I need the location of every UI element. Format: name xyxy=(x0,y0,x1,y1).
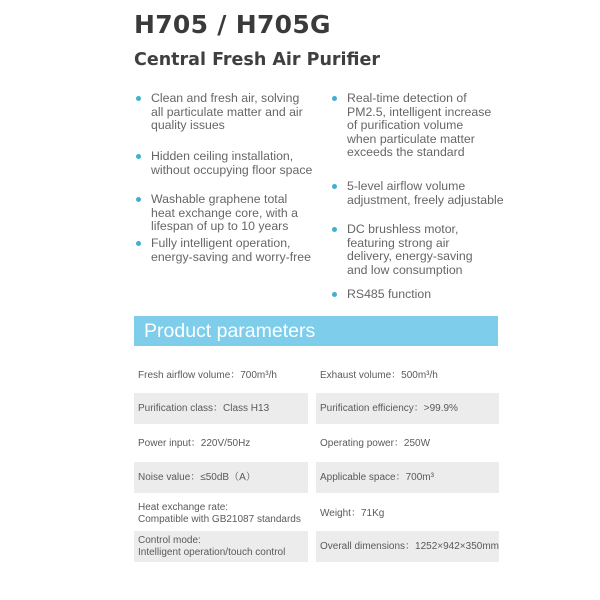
param-text: Power input：220V/50Hz xyxy=(138,437,251,449)
param-cell-left xyxy=(134,531,308,562)
param-text: Operating power：250W xyxy=(320,437,431,449)
param-text: Heat exchange rate: xyxy=(138,502,229,513)
param-cell-right xyxy=(316,360,499,391)
feature-text-line: PM2.5, intelligent increase xyxy=(347,104,492,119)
feature-text-line: of purification volume xyxy=(347,118,464,133)
param-cell-right xyxy=(316,393,499,424)
feature-text-line: without occupying floor space xyxy=(151,162,313,177)
param-cell-right xyxy=(316,531,499,562)
feature-text-line: 5-level airflow volume xyxy=(347,179,466,193)
feature-text-line: heat exchange core, with a xyxy=(151,205,298,220)
feature-item xyxy=(330,92,510,160)
feature-text-line: and low consumption xyxy=(347,262,463,277)
param-cell-left xyxy=(134,498,308,529)
bullet-dot-icon xyxy=(332,96,337,101)
feature-item xyxy=(134,237,324,264)
feature-text-line: exceeds the standard xyxy=(347,145,465,160)
param-cell-right xyxy=(316,428,499,459)
bullet-dot-icon xyxy=(136,241,141,246)
feature-item xyxy=(134,193,324,234)
feature-text-line: Fully intelligent operation, xyxy=(151,236,291,250)
product-subtitle: Central Fresh Air Purifier xyxy=(134,50,381,70)
feature-item xyxy=(330,288,510,302)
feature-text-line: featuring strong air xyxy=(347,235,450,250)
feature-text-line: all particulate matter and air xyxy=(151,104,303,119)
params-header: Product parameters xyxy=(134,316,498,346)
feature-text-line: Hidden ceiling installation, xyxy=(151,149,294,163)
param-text: Exhaust volume：500m³/h xyxy=(320,369,438,381)
feature-text-line: Real-time detection of xyxy=(347,91,467,105)
bullet-dot-icon xyxy=(332,184,337,189)
bullet-dot-icon xyxy=(136,96,141,101)
bullet-dot-icon xyxy=(332,227,337,232)
param-text: Intelligent operation/touch control xyxy=(138,546,286,558)
param-text: Overall dimensions：1252×942×350mm xyxy=(320,540,499,552)
param-text: Purification efficiency：>99.9% xyxy=(320,402,458,414)
feature-text-line: Washable graphene total xyxy=(151,192,288,206)
param-text: Purification class：Class H13 xyxy=(138,402,270,414)
param-cell-right xyxy=(316,462,499,493)
param-cell-right xyxy=(316,498,499,529)
feature-item xyxy=(134,150,324,177)
param-cell-left xyxy=(134,393,308,424)
feature-text-line: energy-saving and worry-free xyxy=(151,249,311,264)
feature-text-line: lifespan of up to 10 years xyxy=(151,219,289,234)
param-text: Control mode: xyxy=(138,535,201,546)
bullet-dot-icon xyxy=(332,292,337,297)
feature-item xyxy=(330,180,510,207)
bullet-dot-icon xyxy=(136,154,141,159)
feature-text-line: DC brushless motor, xyxy=(347,222,459,236)
feature-text-line: when particulate matter xyxy=(347,131,475,146)
bullet-dot-icon xyxy=(136,197,141,202)
param-cell-left xyxy=(134,428,308,459)
param-cell-left xyxy=(134,360,308,391)
param-cell-left xyxy=(134,462,308,493)
feature-text-line: RS485 function xyxy=(347,287,432,301)
feature-text-line: adjustment, freely adjustable xyxy=(347,192,504,207)
param-text: Weight：71Kg xyxy=(320,507,385,519)
param-text: Compatible with GB21087 standards xyxy=(138,513,301,525)
param-text: Applicable space：700m³ xyxy=(320,471,434,483)
feature-item xyxy=(134,92,324,133)
feature-item xyxy=(330,223,510,277)
feature-text-line: delivery, energy-saving xyxy=(347,249,473,264)
model-title: H705 / H705G xyxy=(134,10,331,39)
param-text: Fresh airflow volume：700m³/h xyxy=(138,369,277,381)
feature-text-line: quality issues xyxy=(151,118,225,133)
param-text: Noise value：≤50dB（A） xyxy=(138,471,256,483)
feature-text-line: Clean and fresh air, solving xyxy=(151,91,300,105)
